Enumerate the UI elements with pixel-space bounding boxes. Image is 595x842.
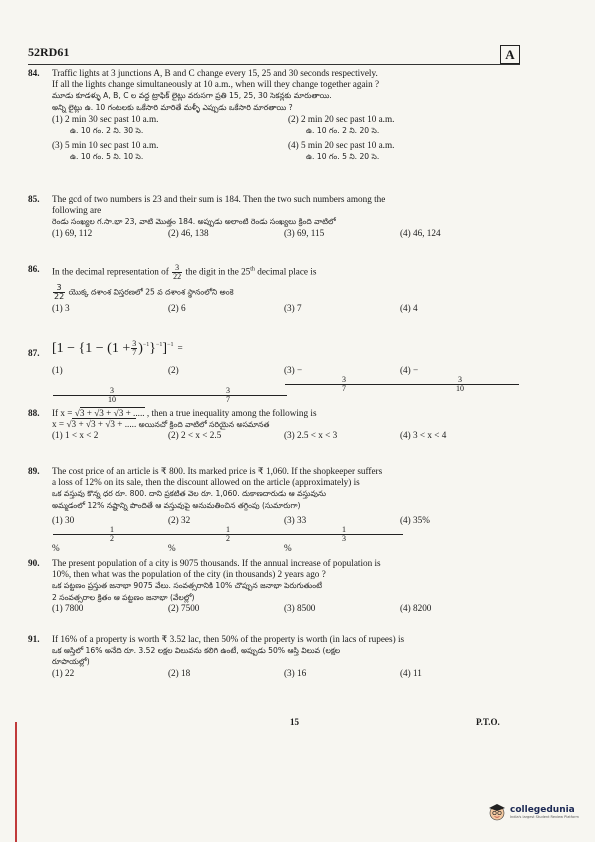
question-number: 84. <box>28 68 40 78</box>
question-text-en: If 16% of a property is worth ₹ 3.52 lac, then 50% of the property is worth (in lacs of rupees) is <box>52 634 405 644</box>
graduate-avatar-icon <box>487 802 507 822</box>
option-4[interactable]: (4) 35% <box>400 514 430 525</box>
option-4[interactable]: (4) 3 < x < 4 <box>400 430 447 441</box>
question-text-en: If all the lights change simultaneously at 10 a.m., when will they change together again ? <box>52 79 380 90</box>
question-number: 90. <box>28 558 40 568</box>
option-1[interactable]: (1) 22 <box>52 667 75 678</box>
question-text-en: If x = √3 + √3 + √3 + ..... , then a true inequality among the following is <box>52 408 317 418</box>
paper-code: 52RD61 <box>28 45 70 59</box>
question-text-te: ఒక ఆస్తిలో 16% అనేది రూ. 3.52 లక్షల విలువను కలిగి ఉంటే, అప్పుడు 50% ఆస్తి విలువ (లక్షల <box>52 646 341 656</box>
pto-label: P.T.O. <box>476 717 500 727</box>
option-2[interactable]: (2) 6 <box>168 303 186 313</box>
page-number: 15 <box>290 717 299 727</box>
nested-radical: √3 + √3 + √3 + ..... <box>74 408 145 418</box>
question-88 <box>28 408 524 442</box>
fraction: $\frac{3}{7}$ <box>132 339 137 357</box>
nested-radical: √3 + √3 + √3 + ..... <box>66 419 137 430</box>
question-text-te: మూడు కూడళ్ళు A, B, C ల వద్ద ట్రాఫిక్ లైట్లు వరుసగా ప్రతి 15, 25, 30 సెకన్లకు మారుతాయి. <box>52 91 332 101</box>
option-4[interactable]: (4) − $\frac{3}{10}$ <box>400 365 516 404</box>
option-2[interactable]: (2) 46, 138 <box>168 227 209 238</box>
option-2[interactable]: (2) 18 <box>168 667 191 678</box>
question-text-te: x = √3 + √3 + √3 + ..... అయినచో క్రింది వాటిలో సరియైన అసమానత <box>52 419 270 430</box>
option-3[interactable]: (3) 8500 <box>284 602 316 613</box>
option-2-te: ఉ. 10 గం. 2 ని. 20 సె. <box>306 126 380 136</box>
question-number: 87. <box>28 348 40 358</box>
question-number: 89. <box>28 466 40 476</box>
option-1[interactable]: (1) 7800 <box>52 602 84 613</box>
option-3[interactable]: (3) 2.5 < x < 3 <box>284 430 338 441</box>
question-number: 86. <box>28 264 40 274</box>
question-text-en: In the decimal representation of $\frac{3}{22}$ the digit in the 25th decimal place is <box>52 263 317 281</box>
option-4[interactable]: (4) 8200 <box>400 602 432 613</box>
option-1-te: ఉ. 10 గం. 2 ని. 30 సె. <box>70 126 144 136</box>
option-2[interactable]: (2) 7500 <box>168 602 200 613</box>
math-expression: [1 − {1 − (1 + $\frac{3}{7}$ ) $^{-1}$ } $^{-1}$ ] $^{-1}$ = <box>52 339 183 357</box>
question-text-en: following are <box>52 205 102 216</box>
question-text-te: అన్ని లైట్లు ఉ. 10 గంటలకు ఒకేసారి మారితే మళ్ళీ ఎప్పుడు ఒకేసారి మారతాయి ? <box>52 102 293 112</box>
option-3[interactable]: (3) 33 $\frac{1}{3}$ % <box>284 515 400 554</box>
options <box>52 114 524 136</box>
option-3[interactable]: (3) − $\frac{3}{7}$ <box>284 365 400 404</box>
options <box>52 228 524 239</box>
question-text-en: 10%, then what was the population of the city (in thousands) 2 years ago ? <box>52 569 326 580</box>
option-3[interactable]: (3) 16 <box>284 667 307 678</box>
question-text-te: అమ్మడంలో 12% నష్టాన్ని పొందితే ఆ వస్తువుపై అనుమతించిన తగ్గింపు (సుమారుగా) <box>52 500 301 510</box>
question-87 <box>28 340 524 404</box>
options <box>52 515 524 554</box>
question-number: 91. <box>28 634 40 644</box>
set-label-box: A <box>500 45 520 64</box>
brand-tagline: India's largest Student Review Platform <box>510 815 579 819</box>
fraction: $\frac{3}{22}$ <box>173 263 182 281</box>
question-text-te: ఒక వస్తువు కొన్న ధర రూ. 800. దాని ప్రకటిత వెల రూ. 1,060. దుకాణదారుడు ఆ వస్తువును <box>52 489 326 499</box>
option-1[interactable]: (1) 69, 112 <box>52 227 93 238</box>
question-text-en: The cost price of an article is ₹ 800. Its marked price is ₹ 1,060. If the shopkeeper suffers <box>52 466 383 476</box>
option-2[interactable]: (2) 32 $\frac{1}{2}$ % <box>168 515 284 554</box>
option-2[interactable]: (2) $\frac{3}{7}$ <box>168 365 284 404</box>
question-text-en: The present population of a city is 9075 thousands. If the annual increase of population is <box>52 558 381 568</box>
option-1[interactable]: (1) $\frac{3}{10}$ <box>52 365 168 404</box>
question-text-te: రెండు సంఖ్యల గ.సా.భా 23, వాటి మొత్తం 184. అప్పుడు అలాంటి రెండు సంఖ్యలు క్రింది వాటిలో <box>52 217 336 227</box>
question-89 <box>28 466 524 554</box>
option-1[interactable]: (1) 2 min 30 sec past 10 a.m. <box>52 113 159 124</box>
question-86 <box>28 264 524 314</box>
question-text-en: a loss of 12% on its sale, then the discount allowed on the article (approximately) is <box>52 477 360 488</box>
question-text-en: Traffic lights at 3 junctions A, B and C change every 15, 25 and 30 seconds respectively. <box>52 68 378 78</box>
options <box>52 430 524 441</box>
option-3[interactable]: (3) 69, 115 <box>284 227 325 238</box>
collegedunia-logo <box>487 802 579 822</box>
option-1[interactable]: (1) 30 $\frac{1}{2}$ % <box>52 515 168 554</box>
options <box>52 603 524 614</box>
brand-name: collegedunia <box>510 805 575 815</box>
question-text-te: 2 సంవత్సరాల క్రితం ఆ పట్టణం జనాభా (వేలల్లో) <box>52 592 195 602</box>
option-4[interactable]: (4) 11 <box>400 667 422 678</box>
options <box>52 303 524 314</box>
options <box>52 365 524 404</box>
question-text-en: The gcd of two numbers is 23 and their sum is 184. Then the two such numbers among the <box>52 194 386 204</box>
question-text-te: $\frac{3}{22}$ యొక్క దశాంశ విస్తరణలో 25 వ దశాంశ స్థానంలోని అంకె <box>54 283 234 301</box>
options <box>52 140 524 162</box>
option-4[interactable]: (4) 5 min 20 sec past 10 a.m. <box>288 140 395 151</box>
option-1[interactable]: (1) 1 < x < 2 <box>52 430 99 441</box>
option-2[interactable]: (2) 2 < x < 2.5 <box>168 430 222 441</box>
option-3[interactable]: (3) 5 min 10 sec past 10 a.m. <box>52 140 159 151</box>
question-text-te: ఒక పట్టణం ప్రస్తుత జనాభా 9075 వేలు. సంవత్సరానికి 10% చొప్పున జనాభా పెరుగుతుంటే <box>52 581 322 591</box>
question-90 <box>28 558 524 614</box>
fraction: $\frac{3}{22}$ <box>54 283 65 301</box>
option-1[interactable]: (1) 3 <box>52 303 70 313</box>
question-number: 85. <box>28 194 40 204</box>
option-4-te: ఉ. 10 గం. 5 ని. 20 సె. <box>306 152 380 162</box>
option-2[interactable]: (2) 2 min 20 sec past 10 a.m. <box>288 113 395 124</box>
question-number: 88. <box>28 408 40 418</box>
options <box>52 668 524 679</box>
question-91 <box>28 634 524 679</box>
header-rule <box>28 64 520 65</box>
option-4[interactable]: (4) 46, 124 <box>400 227 441 238</box>
question-84 <box>28 68 524 163</box>
question-text-te: రూపాయల్లో) <box>52 657 90 667</box>
margin-mark <box>15 722 17 842</box>
option-3[interactable]: (3) 7 <box>284 303 302 313</box>
option-3-te: ఉ. 10 గం. 5 ని. 10 సె. <box>70 152 144 162</box>
question-85 <box>28 194 524 239</box>
option-4[interactable]: (4) 4 <box>400 303 418 313</box>
